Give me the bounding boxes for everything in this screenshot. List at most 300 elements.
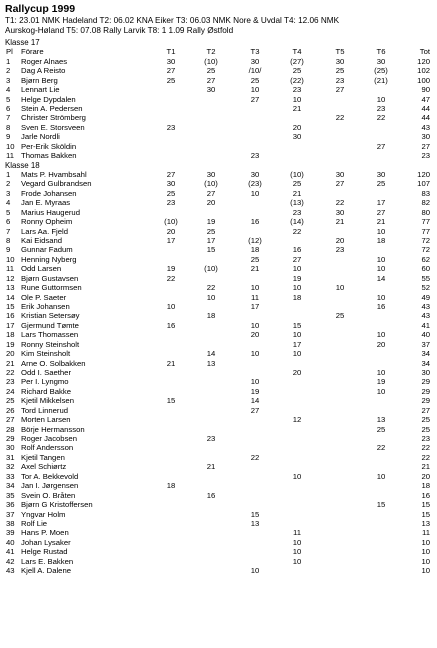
t6-points: 30 <box>376 56 386 66</box>
t5-points: 23 <box>335 245 345 255</box>
total-points: 62 <box>421 254 430 264</box>
total-points: 25 <box>421 424 430 434</box>
table-row <box>0 123 437 132</box>
t1-points: 17 <box>166 236 176 246</box>
t5-points: 27 <box>335 85 345 95</box>
total-points: 120 <box>417 56 430 66</box>
placement: 35 <box>6 490 15 500</box>
driver-name: Lars E. Bakken <box>21 556 74 566</box>
table-row <box>0 208 437 217</box>
t5-points: 30 <box>335 207 345 217</box>
t6-points: 22 <box>376 443 386 453</box>
table-row <box>0 293 437 302</box>
t3-points: 25 <box>250 75 260 85</box>
total-points: 34 <box>421 349 430 359</box>
total-points: 44 <box>421 113 430 123</box>
t2-points: 30 <box>206 85 216 95</box>
total-points: 10 <box>421 547 430 557</box>
placement: 40 <box>6 537 15 547</box>
t3-points: 18 <box>250 245 260 255</box>
total-points: 22 <box>421 452 430 462</box>
total-points: Tot <box>419 47 430 57</box>
placement: 11 <box>6 151 14 161</box>
t1-points: 19 <box>166 264 176 274</box>
placement: 39 <box>6 528 15 538</box>
driver-name: Richard Bakke <box>21 386 71 396</box>
t4-points: 12 <box>292 415 302 425</box>
t2-points: 27 <box>206 75 216 85</box>
t3-points: 21 <box>250 264 260 274</box>
placement: 17 <box>6 320 15 330</box>
driver-name: Arne O. Solbakken <box>21 358 86 368</box>
t3-points: T3 <box>250 47 260 57</box>
driver-name: Vegard Gulbrandsen <box>21 179 92 189</box>
t4-points: 27 <box>292 254 302 264</box>
t6-points: 10 <box>376 471 386 481</box>
driver-name: Kjetil Tangen <box>21 452 65 462</box>
table-row <box>0 132 437 141</box>
driver-name: Bjørn Gustavsen <box>21 273 79 283</box>
t4-points: 10 <box>292 471 302 481</box>
t5-points: 22 <box>335 113 345 123</box>
placement: 31 <box>6 452 15 462</box>
total-points: 82 <box>421 198 430 208</box>
total-points: 27 <box>421 405 430 415</box>
table-row <box>0 66 437 75</box>
placement: 29 <box>6 434 15 444</box>
t2-points: 18 <box>206 311 216 321</box>
t5-points: 21 <box>335 217 345 227</box>
total-points: 52 <box>421 283 430 293</box>
table-row <box>0 547 437 556</box>
driver-name: Odd I. Saether <box>21 368 71 378</box>
table-row <box>0 359 437 368</box>
t6-points: 10 <box>376 368 386 378</box>
t4-points: (10) <box>290 170 304 180</box>
table-row <box>0 500 437 509</box>
t3-points: 10 <box>250 85 260 95</box>
t4-points: 10 <box>292 556 302 566</box>
t1-points: 27 <box>166 66 176 76</box>
placement: 24 <box>6 386 15 396</box>
t4-points: 10 <box>292 94 302 104</box>
driver-name: Roger Alnaes <box>21 56 68 66</box>
t3-points: 19 <box>250 386 260 396</box>
driver-name: Mats P. Hvambsahl <box>21 170 87 180</box>
t1-points: 22 <box>166 273 176 283</box>
t4-points: 10 <box>292 537 302 547</box>
placement: 6 <box>6 217 11 227</box>
table-row <box>0 255 437 264</box>
driver-name: Erik Johansen <box>21 302 70 312</box>
t1-points: 25 <box>166 188 176 198</box>
total-points: 21 <box>421 462 430 472</box>
event-schedule-line-1: T1: 23.01 NMK Hadeland T2: 06.02 KNA Eiker T3: 06.03 NMK Nore & Uvdal T4: 12.06 NMK <box>5 16 340 25</box>
placement: 5 <box>6 94 11 104</box>
driver-name: Marius Haugerud <box>21 207 80 217</box>
t6-points: 15 <box>376 500 386 510</box>
t4-points: 10 <box>292 283 302 293</box>
table-row <box>0 557 437 566</box>
driver-name: Morten Larsen <box>21 415 71 425</box>
placement: 16 <box>6 311 15 321</box>
t6-points: 23 <box>376 104 386 113</box>
t6-points: 14 <box>376 273 386 283</box>
total-points: 13 <box>421 518 430 528</box>
placement: 36 <box>6 500 15 510</box>
t6-points: 22 <box>376 113 386 123</box>
t6-points: 10 <box>376 386 386 396</box>
table-row <box>0 95 437 104</box>
driver-name: Ronny Opheim <box>21 217 73 227</box>
driver-name: Lars Aa. Fjeld <box>21 226 69 236</box>
table-row <box>0 396 437 405</box>
table-row <box>0 566 437 575</box>
driver-name: Gunnar Fadum <box>21 245 73 255</box>
t5-points: 30 <box>335 56 345 66</box>
t4-points: 21 <box>292 188 302 198</box>
t4-points: 18 <box>292 292 302 302</box>
table-row <box>0 104 437 113</box>
table-row <box>0 453 437 462</box>
placement: 6 <box>6 104 11 113</box>
placement: 32 <box>6 462 15 472</box>
placement: 4 <box>6 198 11 208</box>
placement: 13 <box>6 283 15 293</box>
table-row <box>0 387 437 396</box>
driver-name: Axel Schiørtz <box>21 462 67 472</box>
table-header-row <box>0 47 437 56</box>
total-points: 30 <box>421 132 430 142</box>
driver-name: Börje Hermansson <box>21 424 85 434</box>
driver-name: Roger Jacobsen <box>21 434 77 444</box>
driver-name: Jan I. Jørgensen <box>21 481 79 491</box>
driver-name: Sven E. Storsveen <box>21 122 85 132</box>
t3-points: 22 <box>250 452 260 462</box>
total-points: 20 <box>421 471 430 481</box>
table-row <box>0 519 437 528</box>
t1-points: 25 <box>166 75 176 85</box>
t2-points: 14 <box>206 349 216 359</box>
table-row <box>0 481 437 490</box>
driver-name: Kim Steinsholt <box>21 349 71 359</box>
placement: 27 <box>6 415 15 425</box>
placement: 18 <box>6 330 15 340</box>
t1-points: 27 <box>166 170 176 180</box>
table-row <box>0 170 437 179</box>
total-points: 10 <box>421 566 430 576</box>
total-points: 102 <box>417 66 430 76</box>
table-row <box>0 245 437 254</box>
table-row <box>0 340 437 349</box>
t6-points: 10 <box>376 292 386 302</box>
t4-points: (14) <box>290 217 304 227</box>
t2-points: 20 <box>206 198 216 208</box>
t6-points: 17 <box>376 198 386 208</box>
table-row <box>0 462 437 471</box>
t4-points: 17 <box>292 339 302 349</box>
placement: 9 <box>6 245 11 255</box>
driver-name: Tord Linnerud <box>21 405 69 415</box>
total-points: 90 <box>421 85 430 95</box>
table-row <box>0 57 437 66</box>
t5-points: T5 <box>335 47 345 57</box>
t6-points: 19 <box>376 377 386 387</box>
t6-points: 18 <box>376 236 386 246</box>
driver-name: Kjetil Mikkelsen <box>21 396 74 406</box>
driver-name: Jan E. Myraas <box>21 198 71 208</box>
total-points: 10 <box>421 556 430 566</box>
t4-points: 15 <box>292 320 302 330</box>
placement: 30 <box>6 443 15 453</box>
placement: 41 <box>6 547 15 557</box>
t5-points: 30 <box>335 170 345 180</box>
driver-name: Bjørn G Kristoffersen <box>21 500 93 510</box>
driver-name: Yngvar Holm <box>21 509 66 519</box>
placement: 10 <box>6 141 15 151</box>
driver-name: Thomas Bakken <box>21 151 77 161</box>
t4-points: 10 <box>292 264 302 274</box>
placement: 26 <box>6 405 15 415</box>
t2-points: 27 <box>206 188 216 198</box>
t4-points: 16 <box>292 245 302 255</box>
table-row <box>0 434 437 443</box>
t2-points: 21 <box>206 462 216 472</box>
driver-name: Ole P. Saeter <box>21 292 67 302</box>
t6-points: T6 <box>376 47 386 57</box>
t6-points: (25) <box>374 66 388 76</box>
t6-points: 10 <box>376 254 386 264</box>
table-row <box>0 510 437 519</box>
table-row <box>0 472 437 481</box>
driver-name: Stein A. Pedersen <box>21 104 83 113</box>
table-row <box>0 330 437 339</box>
driver-name: Per-Erik Sköldin <box>21 141 77 151</box>
t2-points: 30 <box>206 170 216 180</box>
total-points: 22 <box>421 443 430 453</box>
t6-points: 13 <box>376 415 386 425</box>
t6-points: 30 <box>376 170 386 180</box>
t4-points: (22) <box>290 75 304 85</box>
t1-points: 20 <box>166 226 176 236</box>
placement: 1 <box>6 170 11 180</box>
total-points: 100 <box>417 75 430 85</box>
t3-points: (12) <box>248 236 262 246</box>
driver-name: Gjermund Tømte <box>21 320 79 330</box>
t2-points: (10) <box>204 56 218 66</box>
t4-points: T4 <box>292 47 302 57</box>
placement: 20 <box>6 349 15 359</box>
placement: 15 <box>6 302 15 312</box>
placement: 28 <box>6 424 15 434</box>
driver-name: Hans P. Moen <box>21 528 69 538</box>
t2-points: 16 <box>206 490 216 500</box>
t2-points: T2 <box>206 47 216 57</box>
total-points: 23 <box>421 434 430 444</box>
table-row <box>0 198 437 207</box>
total-points: 41 <box>421 320 430 330</box>
t4-points: 21 <box>292 104 302 113</box>
driver-name: Rolf Lie <box>21 518 48 528</box>
total-points: 80 <box>421 207 430 217</box>
t2-points: 17 <box>206 236 216 246</box>
placement: 1 <box>6 56 11 66</box>
page-title: Rallycup 1999 <box>5 3 76 15</box>
total-points: 72 <box>421 245 430 255</box>
table-row <box>0 113 437 122</box>
t2-points: 10 <box>206 292 216 302</box>
table-row <box>0 76 437 85</box>
placement: 5 <box>6 207 11 217</box>
table-row <box>0 406 437 415</box>
t2-points: 22 <box>206 283 216 293</box>
t4-points: 23 <box>292 207 302 217</box>
placement: 2 <box>6 179 11 189</box>
t3-points: 25 <box>250 254 260 264</box>
total-points: 23 <box>421 151 430 161</box>
table-row <box>0 85 437 94</box>
placement: 42 <box>6 556 15 566</box>
total-points: 43 <box>421 302 430 312</box>
t6-points: 10 <box>376 94 386 104</box>
placement: 43 <box>6 566 15 576</box>
table-row <box>0 425 437 434</box>
table-row <box>0 283 437 292</box>
t3-points: 30 <box>250 56 260 66</box>
driver-name: Odd Larsen <box>21 264 62 274</box>
t6-points: 20 <box>376 339 386 349</box>
total-points: 34 <box>421 358 430 368</box>
t3-points: /10/ <box>248 66 262 76</box>
placement: 4 <box>6 85 11 95</box>
t2-points: (10) <box>204 264 218 274</box>
t4-points: 11 <box>293 528 301 538</box>
total-points: 107 <box>417 179 430 189</box>
t4-points: 20 <box>292 368 302 378</box>
table-row <box>0 264 437 273</box>
t6-points: 25 <box>376 424 386 434</box>
t1-points: 15 <box>166 396 176 406</box>
driver-name: Rolf Andersson <box>21 443 74 453</box>
t1-points: 18 <box>166 481 176 491</box>
total-points: 47 <box>421 94 430 104</box>
t1-points: 16 <box>166 320 176 330</box>
total-points: 77 <box>421 217 430 227</box>
table-row <box>0 443 437 452</box>
t3-points: 10 <box>250 188 260 198</box>
placement: 9 <box>6 132 11 142</box>
t3-points: 20 <box>250 330 260 340</box>
t5-points: 20 <box>335 236 345 246</box>
t4-points: 10 <box>292 547 302 557</box>
placement: 3 <box>6 75 11 85</box>
placement: 2 <box>6 66 11 76</box>
driver-name: Rune Guttormsen <box>21 283 82 293</box>
driver-name: Förare <box>21 47 44 57</box>
t2-points: 25 <box>206 66 216 76</box>
total-points: 11 <box>422 528 430 538</box>
t6-points: 16 <box>376 302 386 312</box>
driver-name: Helge Dypdalen <box>21 94 76 104</box>
t6-points: 10 <box>376 226 386 236</box>
t3-points: 10 <box>250 377 260 387</box>
total-points: 55 <box>421 273 430 283</box>
t4-points: (27) <box>290 56 304 66</box>
t3-points: 30 <box>250 170 260 180</box>
placement: 8 <box>6 236 11 246</box>
placement: 19 <box>6 339 15 349</box>
t3-points: 23 <box>250 151 260 161</box>
total-points: 29 <box>421 386 430 396</box>
total-points: 77 <box>421 226 430 236</box>
t2-points: 19 <box>206 217 216 227</box>
t1-points: 30 <box>166 179 176 189</box>
t1-points: 10 <box>166 302 176 312</box>
t4-points: 25 <box>292 179 302 189</box>
t1-points: 30 <box>166 56 176 66</box>
t6-points: 27 <box>376 141 386 151</box>
total-points: 43 <box>421 122 430 132</box>
driver-name: Johan Lysaker <box>21 537 71 547</box>
driver-name: Ronny Steinsholt <box>21 339 80 349</box>
t6-points: 10 <box>376 264 386 274</box>
t3-points: 10 <box>250 320 260 330</box>
driver-name: Lennart Lie <box>21 85 60 95</box>
driver-name: Christer Strömberg <box>21 113 86 123</box>
placement: 14 <box>6 292 15 302</box>
table-row <box>0 189 437 198</box>
t6-points: 10 <box>376 330 386 340</box>
driver-name: Bjørn Berg <box>21 75 58 85</box>
t3-points: 27 <box>250 94 260 104</box>
total-points: 27 <box>421 141 430 151</box>
total-points: 40 <box>421 330 430 340</box>
total-points: 10 <box>421 537 430 547</box>
driver-name: Kai Eidsand <box>21 236 63 246</box>
driver-name: Kristian Setersøy <box>21 311 80 321</box>
placement: 25 <box>6 396 15 406</box>
t4-points: 30 <box>292 132 302 142</box>
table-row <box>0 151 437 160</box>
table-row <box>0 349 437 358</box>
total-points: 44 <box>421 104 430 113</box>
t3-points: 15 <box>250 509 260 519</box>
t3-points: 14 <box>250 396 260 406</box>
placement: Pl <box>6 47 13 57</box>
class-heading: Klasse 17 <box>5 38 40 47</box>
driver-name: Tor A. Bekkevold <box>21 471 79 481</box>
total-points: 29 <box>421 396 430 406</box>
placement: 23 <box>6 377 15 387</box>
t4-points: 22 <box>292 226 302 236</box>
placement: 22 <box>6 368 15 378</box>
t1-points: 23 <box>166 198 176 208</box>
t3-points: 16 <box>250 217 260 227</box>
t3-points: 10 <box>250 283 260 293</box>
placement: 34 <box>6 481 15 491</box>
t3-points: 11 <box>251 292 259 302</box>
driver-name: Henning Nyberg <box>21 254 77 264</box>
table-row <box>0 179 437 188</box>
t3-points: 17 <box>250 302 260 312</box>
event-schedule-line-2: Aurskog-Høland T5: 07.08 Rally Larvik T8: 1 1.09 Rally Østfold <box>5 26 234 35</box>
placement: 8 <box>6 122 11 132</box>
total-points: 83 <box>421 188 430 198</box>
total-points: 120 <box>417 170 430 180</box>
t2-points: 15 <box>206 245 216 255</box>
t2-points: 13 <box>206 358 216 368</box>
t6-points: (21) <box>374 75 388 85</box>
